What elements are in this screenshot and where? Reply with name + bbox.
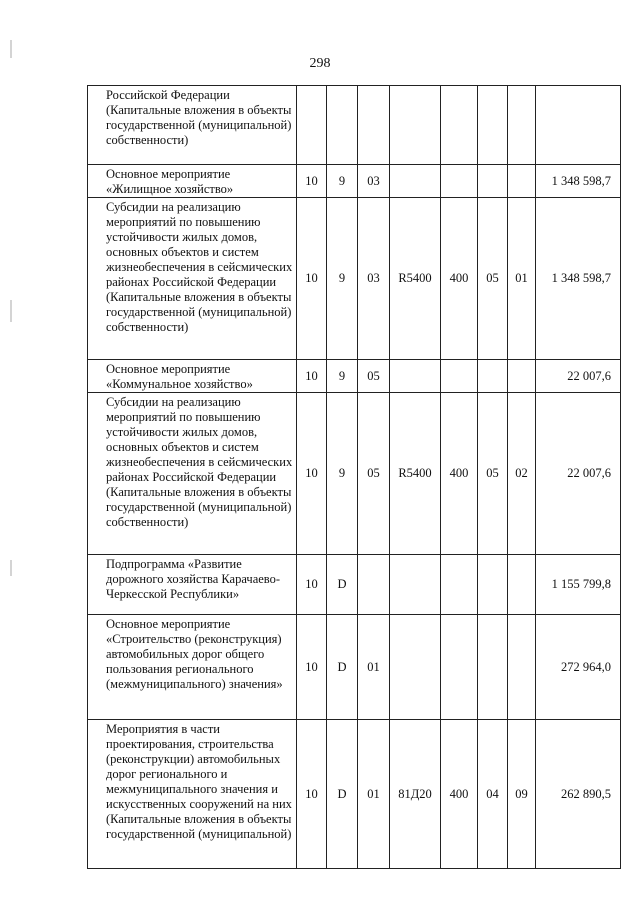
code-cell-c2: 9 bbox=[327, 198, 358, 360]
code-cell-c5: 400 bbox=[441, 720, 478, 869]
code-cell-c7: 09 bbox=[508, 720, 536, 869]
code-cell-c5 bbox=[441, 615, 478, 720]
row-description: Подпрограмма «Развитие дорожного хозяйства Карачаево-Черкесской Республики» bbox=[88, 555, 297, 615]
code-cell-c1: 10 bbox=[297, 165, 327, 198]
amount-cell bbox=[536, 86, 621, 165]
code-cell-c3: 01 bbox=[358, 615, 390, 720]
code-cell-c5: 400 bbox=[441, 393, 478, 555]
code-cell-c2: 9 bbox=[327, 393, 358, 555]
amount-cell: 22 007,6 bbox=[536, 393, 621, 555]
row-description: Основное мероприятие «Жилищное хозяйство» bbox=[88, 165, 297, 198]
code-cell-c6 bbox=[478, 86, 508, 165]
code-cell-c4 bbox=[390, 555, 441, 615]
row-description: Основное мероприятие «Строительство (реконструкция) автомобильных дорог общего пользования регионального (межмуниципального) значения» bbox=[88, 615, 297, 720]
code-cell-c4 bbox=[390, 360, 441, 393]
code-cell-c3: 05 bbox=[358, 360, 390, 393]
code-cell-c7 bbox=[508, 360, 536, 393]
code-cell-c7 bbox=[508, 165, 536, 198]
code-cell-c3 bbox=[358, 555, 390, 615]
code-cell-c2: 9 bbox=[327, 360, 358, 393]
table-row bbox=[88, 86, 621, 165]
code-cell-c7: 02 bbox=[508, 393, 536, 555]
row-description: Российской Федерации (Капитальные вложения в объекты государственной (муниципальной) собственности) bbox=[88, 86, 297, 165]
code-cell-c1: 10 bbox=[297, 615, 327, 720]
table-row bbox=[88, 198, 621, 360]
code-cell-c4 bbox=[390, 165, 441, 198]
table-row bbox=[88, 720, 621, 869]
table-row bbox=[88, 165, 621, 198]
table-row bbox=[88, 393, 621, 555]
code-cell-c5: 400 bbox=[441, 198, 478, 360]
row-description: Основное мероприятие «Коммунальное хозяйство» bbox=[88, 360, 297, 393]
code-cell-c7 bbox=[508, 555, 536, 615]
page-number: 298 bbox=[309, 56, 331, 71]
amount-cell: 1 155 799,8 bbox=[536, 555, 621, 615]
code-cell-c7 bbox=[508, 615, 536, 720]
code-cell-c6 bbox=[478, 555, 508, 615]
code-cell-c7 bbox=[508, 86, 536, 165]
code-cell-c5 bbox=[441, 165, 478, 198]
code-cell-c1: 10 bbox=[297, 720, 327, 869]
row-description: Субсидии на реализацию мероприятий по повышению устойчивости жилых домов, основных объектов и систем жизнеобеспечения в сейсмических районах Российской Федерации (Капитальные вложения в объекты государственной (муниципальной) собственности) bbox=[88, 198, 297, 360]
row-description: Субсидии на реализацию мероприятий по повышению устойчивости жилых домов, основных объектов и систем жизнеобеспечения в сейсмических районах Российской Федерации (Капитальные вложения в объекты государственной (муниципальной) собственности) bbox=[88, 393, 297, 555]
amount-cell: 262 890,5 bbox=[536, 720, 621, 869]
code-cell-c6: 05 bbox=[478, 198, 508, 360]
code-cell-c1: 10 bbox=[297, 360, 327, 393]
amount-cell: 1 348 598,7 bbox=[536, 198, 621, 360]
code-cell-c4: R5400 bbox=[390, 198, 441, 360]
code-cell-c4 bbox=[390, 86, 441, 165]
code-cell-c5 bbox=[441, 555, 478, 615]
amount-cell: 22 007,6 bbox=[536, 360, 621, 393]
code-cell-c3: 05 bbox=[358, 393, 390, 555]
code-cell-c1: 10 bbox=[297, 555, 327, 615]
code-cell-c3: 01 bbox=[358, 720, 390, 869]
scan-edge-marks bbox=[10, 0, 20, 902]
code-cell-c6: 04 bbox=[478, 720, 508, 869]
budget-table bbox=[87, 85, 621, 869]
code-cell-c6 bbox=[478, 615, 508, 720]
code-cell-c1 bbox=[297, 86, 327, 165]
code-cell-c7: 01 bbox=[508, 198, 536, 360]
code-cell-c5 bbox=[441, 86, 478, 165]
code-cell-c3: 03 bbox=[358, 198, 390, 360]
code-cell-c1: 10 bbox=[297, 198, 327, 360]
code-cell-c2: D bbox=[327, 615, 358, 720]
code-cell-c4: 81Д20 bbox=[390, 720, 441, 869]
code-cell-c3: 03 bbox=[358, 165, 390, 198]
code-cell-c5 bbox=[441, 360, 478, 393]
code-cell-c1: 10 bbox=[297, 393, 327, 555]
code-cell-c4 bbox=[390, 615, 441, 720]
code-cell-c2: D bbox=[327, 555, 358, 615]
amount-cell: 1 348 598,7 bbox=[536, 165, 621, 198]
code-cell-c2: 9 bbox=[327, 165, 358, 198]
code-cell-c2 bbox=[327, 86, 358, 165]
table-row bbox=[88, 615, 621, 720]
code-cell-c6 bbox=[478, 165, 508, 198]
row-description: Мероприятия в части проектирования, строительства (реконструкции) автомобильных дорог регионального и межмуниципального значения и искусственных сооружений на них (Капитальные вложения в объекты государственной (муниципальной) bbox=[88, 720, 297, 869]
code-cell-c2: D bbox=[327, 720, 358, 869]
code-cell-c4: R5400 bbox=[390, 393, 441, 555]
code-cell-c6: 05 bbox=[478, 393, 508, 555]
amount-cell: 272 964,0 bbox=[536, 615, 621, 720]
code-cell-c6 bbox=[478, 360, 508, 393]
table-row bbox=[88, 555, 621, 615]
table-row bbox=[88, 360, 621, 393]
code-cell-c3 bbox=[358, 86, 390, 165]
